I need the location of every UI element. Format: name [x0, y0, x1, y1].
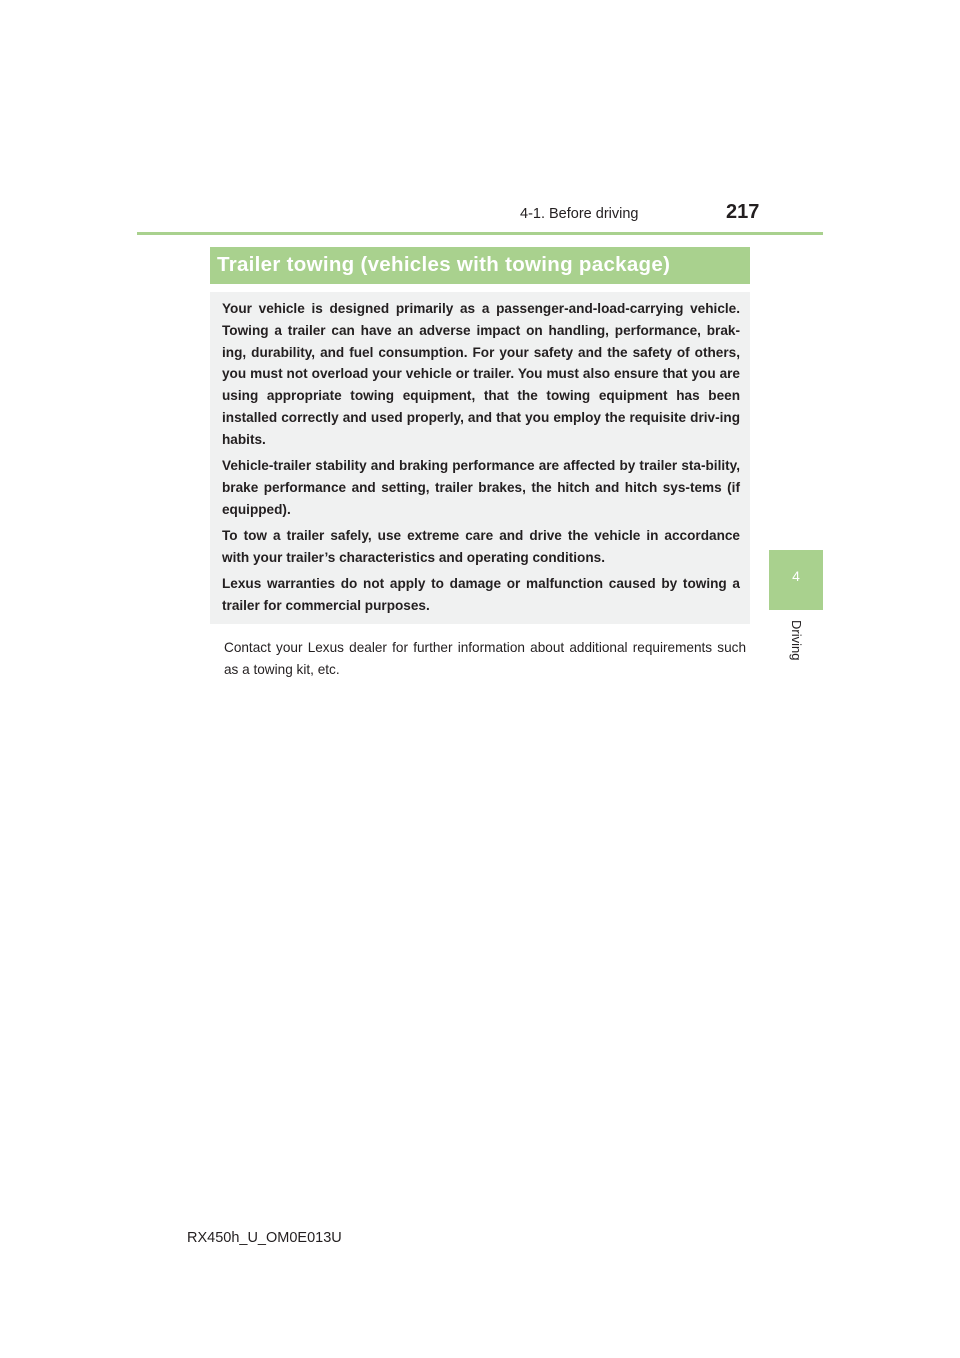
chapter-label: Driving: [789, 620, 804, 661]
chapter-tab: [769, 550, 823, 610]
section-title-bar: [210, 247, 750, 284]
section-title: Trailer towing (vehicles with towing package): [217, 253, 671, 276]
body-paragraph: Contact your Lexus dealer for further information about additional requirements such as a towing kit, etc.: [224, 640, 746, 677]
info-paragraph: Lexus warranties do not apply to damage or malfunction caused by towing a trailer for commercial purposes.: [222, 576, 740, 613]
header-section-title: 4-1. Before driving: [520, 206, 639, 222]
document-code: RX450h_U_OM0E013U: [187, 1230, 342, 1246]
info-paragraph: Your vehicle is designed primarily as a passenger-and-load-carrying vehicle. Towing a trailer can have an adverse impact on handling, performance, brak-ing, durability, and fuel consumption. For your safety and the safety of others, you must not overload your vehicle or trailer. You must also ensure that you are using appropriate towing equipment, that the towing equipment has been installed correctly and used properly, and that you employ the requisite driv-ing habits.: [222, 301, 740, 447]
info-paragraph: Vehicle-trailer stability and braking performance are affected by trailer sta-bility, brake performance and setting, trailer brakes, the hitch and hitch sys-tems (if equipped).: [222, 458, 740, 517]
info-paragraph: To tow a trailer safely, use extreme care and drive the vehicle in accordance with your trailer’s characteristics and operating conditions.: [222, 528, 740, 565]
header-divider: [137, 232, 823, 235]
page-number: 217: [726, 201, 760, 223]
chapter-number: 4: [792, 568, 800, 584]
info-box: [210, 292, 750, 624]
